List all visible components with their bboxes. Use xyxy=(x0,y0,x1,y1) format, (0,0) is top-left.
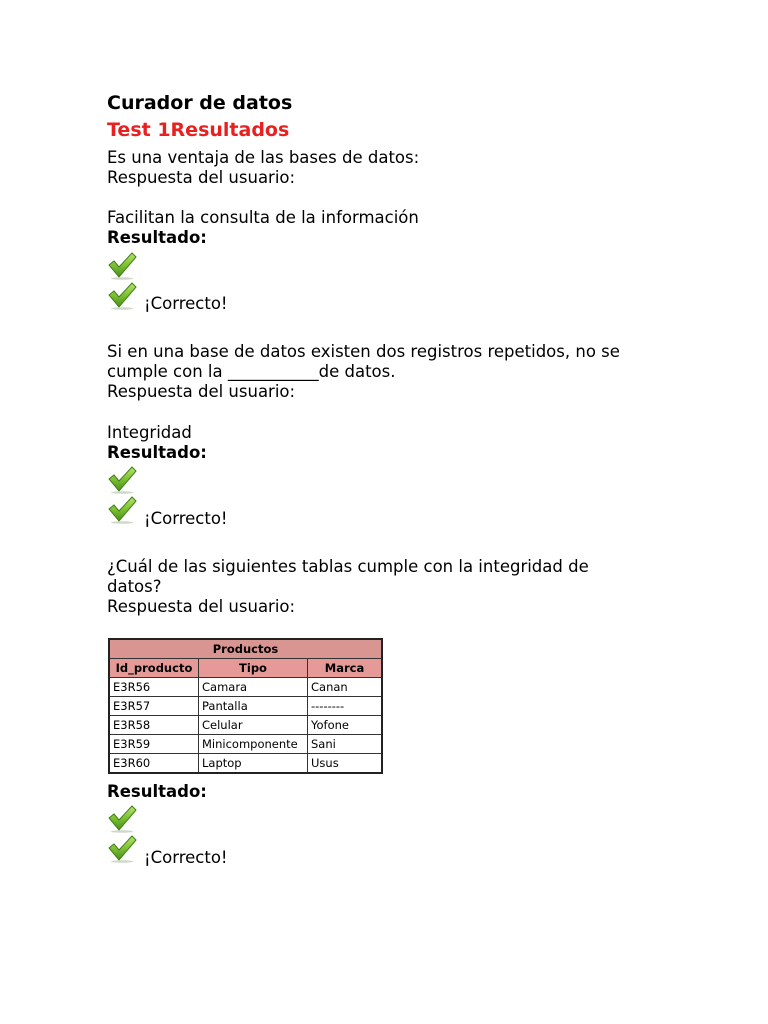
table-cell: E3R56 xyxy=(109,678,199,697)
table-cell: Celular xyxy=(199,716,308,735)
question-1-answer: Facilitan la consulta de la información xyxy=(107,208,419,227)
table-row xyxy=(109,678,382,697)
table-row xyxy=(109,754,382,774)
question-2-answer: Integridad xyxy=(107,423,192,442)
table-cell: E3R57 xyxy=(109,697,199,716)
question-3-user-answer-label: Respuesta del usuario: xyxy=(107,597,296,616)
table-cell: E3R59 xyxy=(109,735,199,754)
question-3-correct-text: ¡Correcto! xyxy=(144,848,228,867)
table-header-tipo: Tipo xyxy=(199,659,308,678)
question-1-text: Es una ventaja de las bases de datos: xyxy=(107,148,420,167)
question-2-correct-text: ¡Correcto! xyxy=(144,509,228,528)
question-2-user-answer-label: Respuesta del usuario: xyxy=(107,382,296,401)
question-3-result-label: Resultado: xyxy=(107,782,207,801)
table-cell: Laptop xyxy=(199,754,308,774)
table-cell: Canan xyxy=(308,678,383,697)
question-2-text-line-2: cumple con la ___________de datos. xyxy=(107,362,396,381)
table-cell: Yofone xyxy=(308,716,383,735)
table-row xyxy=(109,716,382,735)
checkmark-icon xyxy=(107,250,137,280)
table-cell: E3R60 xyxy=(109,754,199,774)
table-row xyxy=(109,735,382,754)
table-cell: Usus xyxy=(308,754,383,774)
table-cell: Pantalla xyxy=(199,697,308,716)
table-cell: -------- xyxy=(308,697,383,716)
question-2-text-line-1: Si en una base de datos existen dos registros repetidos, no se xyxy=(107,342,620,361)
question-2-result-label: Resultado: xyxy=(107,443,207,462)
table-cell: Camara xyxy=(199,678,308,697)
table-header-marca: Marca xyxy=(308,659,383,678)
question-3-text-line-1: ¿Cuál de las siguientes tablas cumple con la integridad de xyxy=(107,557,589,576)
document-title: Curador de datos xyxy=(107,92,293,114)
checkmark-icon xyxy=(107,833,137,863)
table-cell: Sani xyxy=(308,735,383,754)
question-1-correct-text: ¡Correcto! xyxy=(144,294,228,313)
products-table xyxy=(108,638,383,774)
checkmark-icon xyxy=(107,464,137,494)
table-cell: E3R58 xyxy=(109,716,199,735)
test-results-heading: Test 1Resultados xyxy=(107,119,290,141)
table-row xyxy=(109,697,382,716)
table-cell: Minicomponente xyxy=(199,735,308,754)
question-1-result-label: Resultado: xyxy=(107,228,207,247)
checkmark-icon xyxy=(107,803,137,833)
table-header-id: Id_producto xyxy=(109,659,199,678)
table-caption: Productos xyxy=(109,639,382,659)
question-1-user-answer-label: Respuesta del usuario: xyxy=(107,168,296,187)
checkmark-icon xyxy=(107,494,137,524)
question-3-text-line-2: datos? xyxy=(107,577,162,596)
checkmark-icon xyxy=(107,280,137,310)
